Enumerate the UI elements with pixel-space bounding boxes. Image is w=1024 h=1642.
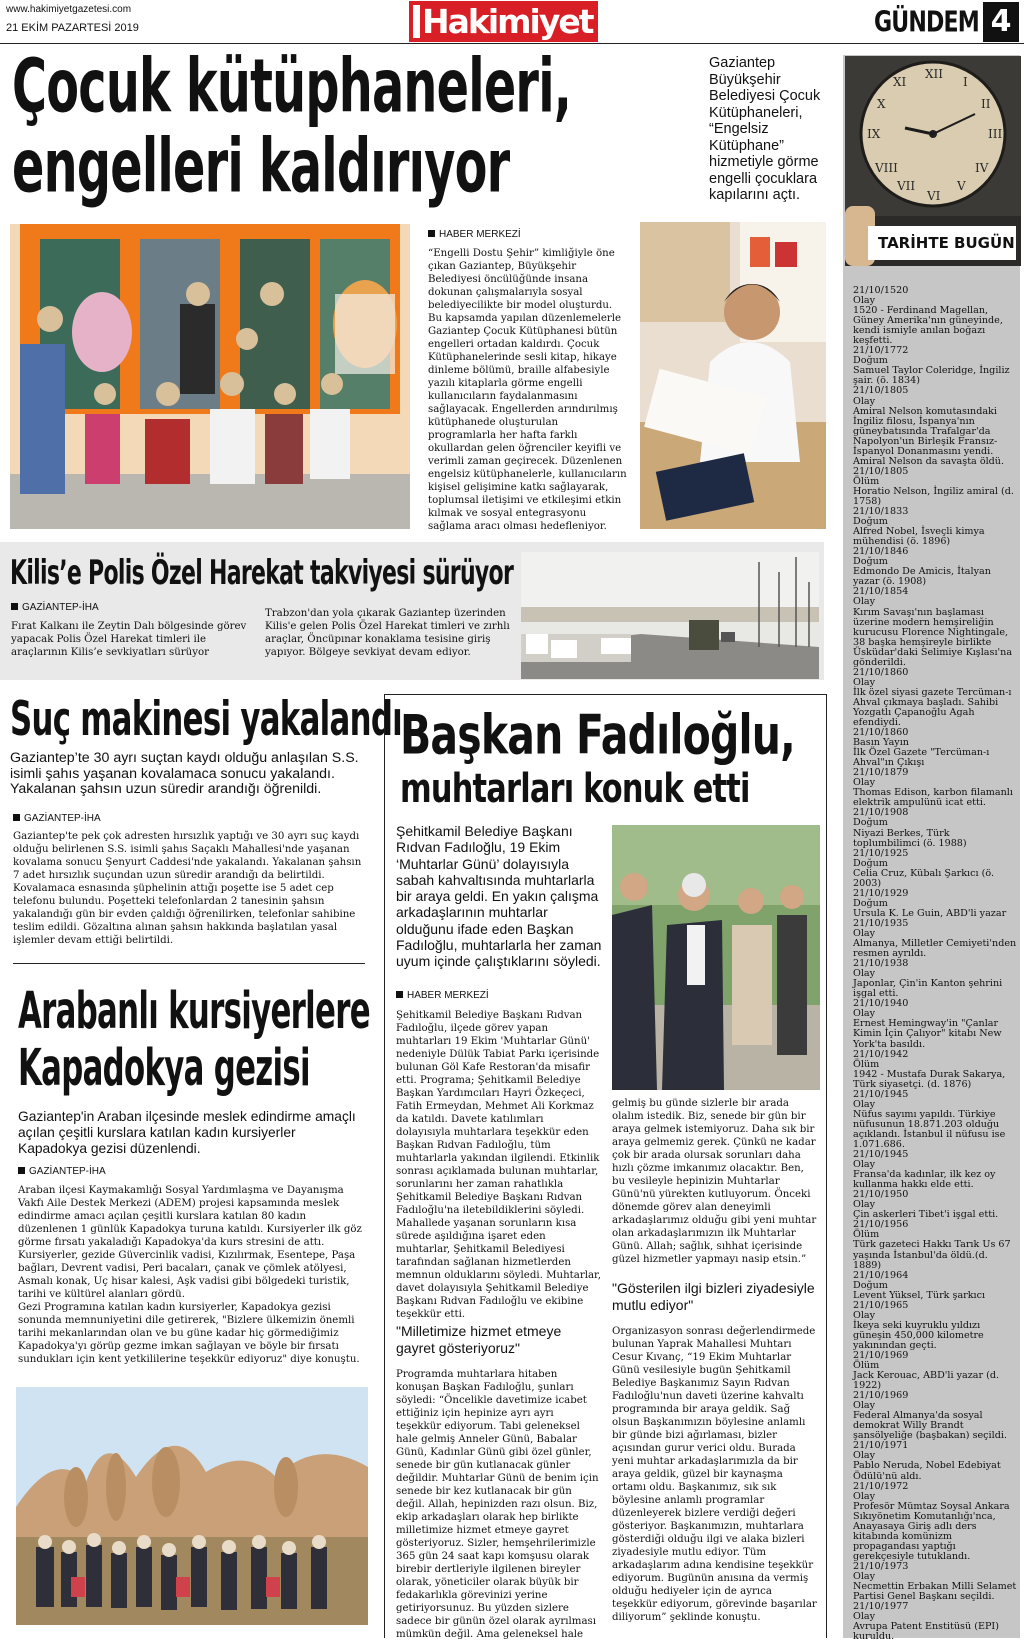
sidebar-entry: Doğum	[853, 857, 888, 869]
sidebar-entry: 21/10/1938	[853, 958, 909, 970]
sidebar-entry: Olay	[853, 968, 876, 980]
sidebar-entry: 21/10/1854	[853, 586, 909, 598]
sidebar-entry: Olay	[853, 1008, 876, 1020]
sidebar-entry: İkeya seki kuyruklu yıldızı güneşin 450,000 kilometre yakınından geçti.	[853, 1319, 984, 1351]
story2-body-col1: Fırat Kalkanı ile Zeytin Dalı bölgesinde görev yapacak Polis Özel Harekat timleri ile araçlarının Kilis’e sevkiyatları sürüyor	[11, 621, 247, 658]
sidebar-entry: Olay	[853, 1199, 876, 1211]
sidebar-entry: Olay	[853, 928, 876, 939]
sidebar-entry: Olay	[853, 1309, 876, 1321]
sidebar-entry: Ölüm	[853, 1229, 880, 1241]
sidebar-entry: 21/10/1971	[853, 1440, 909, 1452]
story4-lead: Gaziantep'in Araban ilçesinde meslek edindirme amaçlı açılan çeşitli kurslara katılan kadın kursiyerler Kapadokya gezisi düzenlendi.	[18, 1109, 356, 1156]
sidebar-entry: Necmettin Erbakan Milli Selamet Partisi Genel Başkanı seçildi.	[853, 1581, 1017, 1603]
story4-body-para3: Gezi Programına katılan kadın kursiyerler, Kapadokya gezisi sonunda memnuniyetini dile getirerek, "Bizlere ülkemizin önemli tarihi mekanlarından olan ve bu güne kadar hiç görmediğimiz Kapadokya'yı görüp gezme imkan sağlayan ve böyle bir fırsatı sundukları için kent yetkililerine teşekkür ediyoruz" diye konuştu.	[18, 1302, 360, 1365]
sidebar-entry: Avrupa Patent Enstitüsü (EPI) kuruldu.	[853, 1621, 999, 1642]
sidebar-entry: 1520 - Ferdinand Magellan, Güney Amerika'nın güneyinde, kendi ismiyle anılan boğazı keşfetti.	[853, 305, 1003, 347]
story2-body-col2: Trabzon'dan yola çıkarak Gaziantep üzerinden Kilis'e gelen Polis Özel Harekat timleri ve zırhlı araçlar, Öncüpınar konaklama tesisine giriş yapıyor. Bölgeye sevkiyat devam ediyor.	[265, 608, 510, 658]
sidebar-entry: Levent Yüksel, Türk şarkıcı	[853, 1289, 986, 1301]
section-name: GÜNDEM	[874, 6, 979, 39]
story4-headline-line1: Arabanlı kursiyerlere	[18, 982, 370, 1041]
sidebar-entry: Olay	[853, 777, 876, 789]
sidebar-entry: Olay	[853, 395, 876, 407]
svg-text:I: I	[963, 75, 968, 89]
sidebar-entry: Olay	[853, 1400, 876, 1412]
svg-text:III: III	[988, 127, 1003, 141]
sidebar-entry: Basın Yayın	[853, 737, 909, 749]
sidebar-entry: Ölüm	[853, 1058, 880, 1070]
sidebar-entry: 21/10/1860	[853, 727, 909, 739]
sidebar-entry: İlk Özel Gazete "Tercüman-ı Ahval"ın Çıkışı	[853, 747, 990, 769]
story3-body: Gaziantep'te pek çok adresten hırsızlık yaptığı ve 30 ayrı suç kaydı olduğu belirlenen S.S. isimli şahıs Saçaklı Mahallesi'nde yaşanan kovalama sonucu Şenyurt Caddesi'nde yakalandı. Yakalanan şahsın 7 adet hırsızlık suçundan uzun süredir arandığı da belirtildi. Kovalamaca esnasında şüphelinin attığı poşette ise 5 adet cep telefonu bulundu. Poşetteki telefonlardan 2 tanesinin şahsın yakalandığı gün bir evden çaldığı öğrenilirken, telefonlar sahibine teslim edildi. Gözaltına alınan şahsın hakkında başlatılan yasal işlemler devam ettiği belirtildi.	[13, 831, 362, 946]
sidebar-title-banner	[868, 226, 1016, 260]
story3-lead: Gaziantep’te 30 ayrı suçtan kaydı olduğu anlaşılan S.S. isimli şahıs yaşanan kovalamaca sonucu yakalandı. Yakalanan şahsın uzun süredir arandığı öğrenildi.	[10, 750, 359, 798]
sidebar-entry: Kırım Savaşı'nın başlaması üzerine modern hemşireliğin kurucusu Florence Nightingale, 38 başka hemşireyle birlikte Üsküdar'daki Selimiye Kışlası'na gönderildi.	[853, 606, 1013, 668]
website-url[interactable]: www.hakimiyetgazetesi.com	[6, 4, 132, 15]
story3-agency: GAZİANTEP-İHA	[13, 813, 101, 825]
sidebar-entry: Samuel Taylor Coleridge, İngiliz şair. (ö. 1834)	[853, 365, 1010, 387]
story4-body-para1: Araban ilçesi Kaymakamlığı Sosyal Yardımlaşma ve Dayanışma Vakfı Aile Destek Merkezi (ADEM) projesi kapsamında meslek edindirme amacı açılan çeşitli kurslara katılan 80 kadın düzenlenen 1 günlük Kapadokya turuna katıldı. Kursiyerler ilk göz görme fırsatı yakaladığı Kapadokya'da kurs stresini de attı.	[18, 1185, 362, 1248]
sidebar-entry: Olay	[853, 295, 876, 307]
sidebar-entry: Niyazi Berkes, Türk toplumbilimci (ö. 1988)	[853, 827, 967, 849]
story5-headline-line1: Başkan Fadıloğlu,	[400, 704, 795, 767]
sidebar-entry: Doğum	[853, 817, 888, 829]
sidebar-entry: 21/10/1908	[853, 807, 909, 819]
sidebar-entry: Olay	[853, 1571, 876, 1582]
newspaper-logo[interactable]	[409, 1, 598, 42]
sidebar-entry: 21/10/1940	[853, 998, 909, 1010]
svg-text:IV: IV	[975, 161, 989, 175]
sidebar-entry: 21/10/1929	[853, 887, 909, 899]
sidebar-entry: İlk özel siyasi gazete Tercüman-ı Ahval çıkmaya başladı. Sahibi Yozgatlı Çapanoğlu Agah efendiydi.	[853, 686, 1012, 729]
sidebar-entry: 21/10/1942	[853, 1048, 909, 1060]
sidebar-entry: 21/10/1965	[853, 1299, 909, 1311]
sidebar-entry: 21/10/1805	[853, 465, 909, 477]
story1-headline-line2: engelleri kaldırıyor	[12, 122, 510, 210]
sidebar-entry: Amiral Nelson komutasındaki İngiliz filosu, İspanya'nın güneybatısında Trafalgar'da Napolyon'un Birleşik Fransız-İspanyol Donanmasını yendi. Amiral Nelson da savaşta öldü.	[853, 405, 1005, 467]
svg-text:V: V	[957, 179, 966, 193]
svg-text:VII: VII	[897, 179, 916, 193]
sidebar-entry: Olay	[853, 1611, 876, 1623]
sidebar-entry: 1942 - Mustafa Durak Sakarya, Türk siyasetçi. (d. 1876)	[853, 1068, 1006, 1090]
sidebar-entry: 21/10/1945	[853, 1149, 909, 1161]
sidebar-entry: 21/10/1879	[853, 767, 909, 779]
story5-col1-body: Şehitkamil Belediye Başkanı Rıdvan Fadıloğlu, ilçede görev yapan muhtarları 19 Ekim 'Muhtarlar Günü' nedeniyle Dülük Tabiat Parkı içerisinde bulunan Göl Kafe Restoran'da misafir etti. Programa; Şehitkamil Belediye Başkan Yardımcıları Hayri Özkeçeci, Fatih Ermeydan, Mehmet Ali Korkmaz da katıldı. Davete katılımları dolayısıyla muhtarlara teşekkür eden Başkan Rıdvan Fadıloğlu, tüm muhtarlarla yakından ilgilendi. Etkinlik sonrası açıklamada bulunan muhtarlar, sorunlarını her zaman rahatlıkla Şehitkamil Belediye Başkanı Rıdvan Fadıloğlu'na iletebildiklerini söyledi. Mahallede yaşanan sorunların kısa sürede aşıldığına işaret eden muhtarlar, Şehitkamil Belediyesi tarafından sağlanan hizmetlerden memnun olduklarını söyledi. Muhtarlar, davet dolayısıyla Şehitkamil Belediye Başkanı Rıdvan Fadıloğlu ve ekibine teşekkür etti.	[396, 1010, 602, 1320]
sidebar-entry: 21/10/1977	[853, 1601, 909, 1613]
sidebar-entry: Doğum	[853, 897, 888, 909]
sidebar-entry: 21/10/1945	[853, 1088, 909, 1100]
svg-text:XII: XII	[925, 67, 944, 81]
svg-text:VI: VI	[927, 189, 941, 203]
sidebar-entry: Ursula K. Le Guin, ABD'li yazar	[853, 907, 1007, 919]
story1-deck: Gaziantep Büyükşehir Belediyesi Çocuk Kütüphaneleri, “Engelsiz Kütüphane” hizmetiyle görme engelli çocuklara kapılarını açtı.	[709, 55, 821, 203]
sidebar-entry: Doğum	[853, 355, 888, 367]
sidebar-entry: Çin askerleri Tibet'i işgal etti.	[853, 1209, 999, 1221]
story4-body	[18, 1184, 363, 1366]
sidebar-entry: Olay	[853, 1450, 876, 1462]
sidebar-entry: Türk gazeteci Hakkı Tarık Us 67 yaşında İstanbul'da öldü.(d. 1889)	[853, 1239, 1011, 1271]
sidebar-entry: Fransa'da kadınlar, ilk kez oy kullanma hakkı elde etti.	[853, 1169, 996, 1191]
sidebar-entry: Olay	[853, 1098, 876, 1110]
sidebar-entry: Horatio Nelson, İngiliz amiral (d. 1758)	[853, 485, 1014, 507]
story1-agency: HABER MERKEZİ	[428, 229, 521, 241]
story4-body-para2: Kursiyerler, gezide Güvercinlik vadisi, Kızılırmak, Esentepe, Paşa bağları, Devrent vadisi, Peri bacaları, çanak ve çömlek atölyesi, Asmalı konak, Uç hisar kalesi, Aşk vadisi gibi bölgedeki turistik, tarihi ve kültürel alanları gördü.	[18, 1250, 356, 1300]
sidebar-entry: 21/10/1772	[853, 345, 909, 357]
svg-text:II: II	[981, 97, 991, 111]
story5-col2-body2: Organizasyon sonrası değerlendirmede bulunan Yaprak Mahallesi Muhtarı Cesur Kıvanç, “19 Ekim Muhtarlar Günü vesilesiyle bugün Şehitkamil Belediye Başkanımız Sayın Rıdvan Fadıloğlu'nun daveti üzerine kahvaltı programında bir araya geldik. Sağ olsun Başkanımızın böylesine anlamlı bir günde bizi ağırlaması, bizler açısından gurur verici oldu. Burada yeni muhtar arkadaşlarımızla da bir araya geldik, güzel bir kaynaşma ortamı oldu. Başkanımız, sık sık böylesine anlamlı programlar düzenleyerek bizlere verdiği değeri gösteriyor. Başkanımızın, muhtarlara gösterdiği olduğu ilgi ve alaka bizleri ziyadesiyle mutlu ediyor. Tüm arkadaşlarım adına kendisine teşekkür ediyorum. Bugünün anısına da vermiş olduğu hediyeler için de ayrıca teşekkür ediyorum, görevinde başarılar diliyorum” şeklinde konuştu.	[612, 1326, 817, 1623]
sidebar-entry: Almanya, Milletler Cemiyeti'nden resmen ayrıldı.	[853, 938, 1017, 960]
sidebar-entry: Alfred Nobel, İsveçli kimya mühendisi (ö. 1896)	[853, 526, 985, 548]
sidebar-entry: 21/10/1833	[853, 506, 909, 518]
sidebar-entry: Olay	[853, 1490, 876, 1502]
sidebar-entry: Jack Kerouac, ABD'li yazar (d. 1922)	[853, 1370, 1000, 1392]
story5-col1-body2: Programda muhtarlara hitaben konuşan Başkan Fadıloğlu, şunları söyledi: “Öncelikle davetimize icabet ettiğiniz için hepinize ayrı ayrı teşekkür ediyorum. Tabi geleneksel hale gelmiş Anneler Günü, Babalar Günü, Kadınlar Günü gibi özel günler, senede bir gün kutlanacak günler değildir. Muhtarlar Günü de benim için senede bir kez kutlanacak bir gün değil. Allah, hepinizden razı olsun. Biz, ekip arkadaşları olarak hep birlikte milletimize hizmet etmeye gayret gösteriyoruz. Sizler, hemşehrilerimizle 365 gün 24 saat kapı komşusu olarak birebir dertleriyle ilgilenen bireyler olarak, yöneticiler olarak büyük bir fedakarlıkla görevinizi yerine getiriyorsunuz. Bu yüzden sizlere sadece bir günün özel olarak ayrılması mümkün değil. Ama geleneksel hale	[396, 1369, 599, 1640]
story5-headline-line2: muhtarları konuk etti	[400, 765, 750, 812]
logo-text: Hakimiyet	[422, 2, 593, 41]
sidebar-entry: Doğum	[853, 556, 888, 568]
issue-date: 21 EKİM PAZARTESİ 2019	[6, 22, 139, 34]
sidebar-entry: 21/10/1805	[853, 385, 909, 397]
svg-text:IX: IX	[867, 127, 881, 141]
story4-agency: GAZİANTEP-İHA	[18, 1166, 106, 1178]
story5-subhead1: "Milletimize hizmet etmeye gayret gösteriyoruz"	[396, 1323, 562, 1356]
sidebar-entry: 21/10/1935	[853, 917, 909, 929]
svg-text:VIII: VIII	[875, 161, 898, 175]
sidebar-entry: 21/10/1950	[853, 1189, 909, 1201]
story5-col2-body: gelmiş bu günde sizlerle bir arada olalım istedik. Biz, senede bir gün bir araya gelmek istemiyoruz. Daha sık bir araya gelmemiz gerek. Çünkü ne kadar çok bir arada olursak sorunları daha hızlı çözme imkanımız olacaktır. Ben, bu vesileyle hepinizin Muhtarlar Günü'nü yürekten kutluyorum. Önceki dönemde görev alan deneyimli arkadaşlarımız olduğu gibi yeni muhtar olan arkadaşlarımızın ilk Muhtarlar Günü. Allah; sağlık, sıhhat içerisinde güzel hizmetler yapmayı nasip etsin.”	[612, 1098, 817, 1265]
sidebar-history-list	[853, 286, 1017, 1642]
sidebar-entry: Nüfus sayımı yapıldı. Türkiye nüfusunun 18.871.203 olduğu açıklandı. İstanbul il nüfusu ise 1.071.686.	[853, 1108, 1006, 1150]
story1-photo-boy-reading[interactable]	[640, 222, 826, 529]
sidebar-entry: Doğum	[853, 1279, 888, 1291]
sidebar-entry: Thomas Edison, karbon filamanlı elektrik ampulünü icat etti.	[853, 787, 1013, 809]
sidebar-entry: 21/10/1860	[853, 666, 909, 678]
sidebar-entry: Ernest Hemingway'in "Çanlar Kimin İçin Çalıyor" kitabı New York'ta basıldı.	[853, 1018, 1002, 1050]
story5-agency: HABER MERKEZİ	[396, 990, 489, 1002]
svg-text:X: X	[877, 97, 886, 111]
sidebar-entry: Edmondo De Amicis, İtalyan yazar (ö. 1908)	[853, 566, 991, 588]
story1-body: “Engelli Dostu Şehir” kimliğiyle öne çıkan Gaziantep, Büyükşehir Belediyesi öncülüğünde insana dokunan çalışmalarıyla sosyal belediyecilikte bir model oluşturdu. Bu kapsamda yapılan düzenlemelerle Gaziantep Çocuk Kütüphanesi bütün engelleri ortadan kaldırdı. Çocuk Kütüphanelerinde sesli kitap, hikaye dinleme bölümü, braille alfabesiyle yazılı kitaplarla görme engelli kullanıcıların faydalanmasını sağlayacak. Engellerden arındırılmış kütüphanede oluşturulan programlarla her hafta farklı okullardan gelen öğrenciler keyifli ve verimli zaman geçirecek. Düzenlenen engelsiz kütüphanelerle, kullanıcıların kişisel gelişimine katkı sağlayarak, toplumsal iletişimi ve etkileşimi etkin kılmak ve sosyal entegrasyonu sağlama aracı olması hedefleniyor.	[428, 248, 627, 532]
page-number: 4	[990, 4, 1012, 39]
sidebar-entry: 21/10/1969	[853, 1390, 909, 1402]
story5-lead: Şehitkamil Belediye Başkanı Rıdvan Fadıloğlu, 19 Ekim ‘Muhtarlar Günü’ dolayısıyla sabah kahvaltısında muhtarlarla bir araya geldi. En yakın çalışma arkadaşlarının muhtarlar olduğunu ifade eden Başkan Fadıloğlu, muhtarlarla her zaman uyum içinde çalıştıklarını söyledi.	[396, 823, 602, 970]
sidebar-entry: Japonlar, Çin'in Kanton şehrini işgal etti.	[853, 978, 1003, 1000]
sidebar-entry: Olay	[853, 1159, 876, 1171]
story2-headline: Kilis’e Polis Özel Harekat takviyesi sürüyor	[10, 554, 514, 593]
story2-agency: GAZİANTEP-İHA	[11, 602, 99, 614]
sidebar-entry: 21/10/1956	[853, 1219, 909, 1231]
story3-headline: Suç makinesi yakalandı	[10, 692, 403, 748]
story5-subhead2: "Gösterilen ilgi bizleri ziyadesiyle mutlu ediyor"	[612, 1280, 815, 1313]
sidebar-entry: Pablo Neruda, Nobel Edebiyat Ödülü'nü aldı.	[853, 1460, 1001, 1482]
sidebar-entry: Olay	[853, 676, 876, 688]
sidebar-entry: 21/10/1846	[853, 546, 909, 558]
sidebar-entry: 21/10/1972	[853, 1480, 909, 1492]
story3-rule	[13, 963, 365, 964]
sidebar-entry: 21/10/1520	[853, 285, 909, 296]
logo-side-bar	[413, 5, 420, 38]
sidebar-entry: Profesör Mümtaz Soysal Ankara Sıkıyönetim Komutanlığı'nca, Anayasaya Giriş adlı ders kitabında komünizm propagandası yaptığı gerekçesiyle tutuklandı.	[853, 1500, 1010, 1562]
svg-text:XI: XI	[893, 75, 907, 89]
sidebar-entry: Ölüm	[853, 475, 880, 487]
sidebar-entry: Celia Cruz, Kübalı Şarkıcı (ö. 2003)	[853, 867, 995, 889]
story4-photo-cappadocia[interactable]	[16, 1387, 368, 1625]
sidebar-title: TARİHTE BUGÜN	[878, 234, 1015, 252]
sidebar-entry: Ölüm	[853, 1360, 880, 1372]
sidebar-entry: 21/10/1973	[853, 1560, 909, 1572]
page-number-box	[983, 2, 1019, 42]
sidebar-entry: 21/10/1969	[853, 1349, 909, 1361]
sidebar-entry: Olay	[853, 596, 876, 608]
sidebar-entry: 21/10/1925	[853, 847, 909, 859]
story4-headline-line2: Kapadokya gezisi	[18, 1039, 310, 1098]
story1-photo-children-group[interactable]	[10, 224, 410, 529]
sidebar-entry: Doğum	[853, 516, 888, 528]
sidebar-entry: 21/10/1964	[853, 1269, 909, 1281]
story1-headline-line1: Çocuk kütüphaneleri,	[12, 42, 572, 130]
sidebar-entry: Federal Almanya'da sosyal demokrat Willy Brandt şansölyeliğe (başbakan) seçildi.	[853, 1410, 1007, 1442]
story5-photo-mayor-handshake[interactable]	[612, 825, 820, 1090]
story2-photo-convoy[interactable]	[521, 552, 819, 679]
